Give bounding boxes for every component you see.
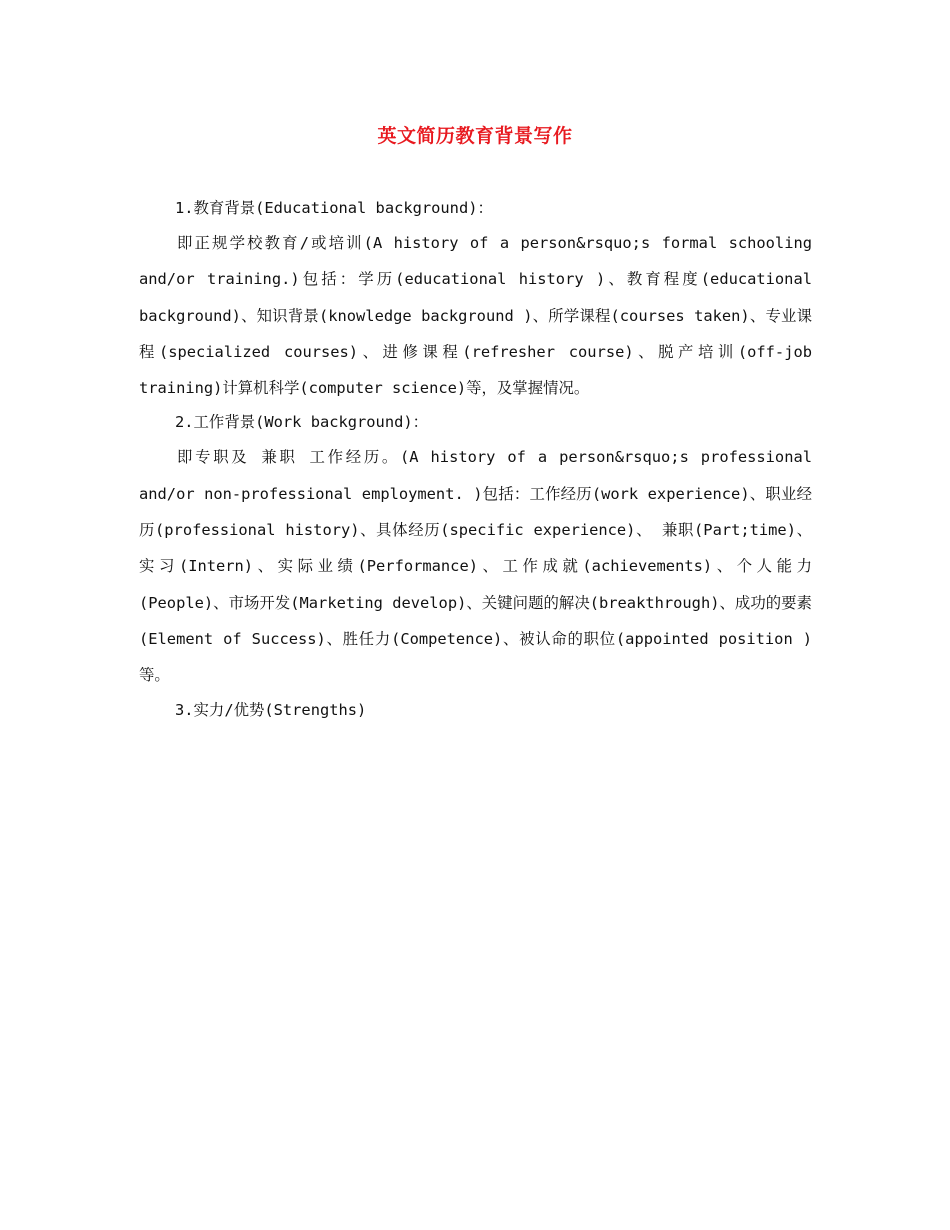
document-title: 英文简历教育背景写作: [377, 125, 573, 147]
section-heading-education: 1.教育背景(Educational background)：: [175, 199, 493, 217]
section-heading-strengths: 3.实力/优势(Strengths): [175, 700, 367, 719]
section-paragraph-work: 即专职及 兼职 工作经历。(A history of a person&rsquo;s professional and/or non-professional employment. )包括：工作经历(work experience)、职业经历(professional history)、具体经历(specific experience)、 兼职(Part;time)、实习(Intern)、实际业绩(Performance)、工作成就(achievements)、个人能力(People)、市场开发(Marketing develop)、关键问题的解决(breakthrough)、成功的要素(Element of Success)、胜任力(Competence)、被认命的职位(appointed position )等。: [139, 448, 812, 685]
document-body: [139, 192, 812, 727]
section-heading-work: 2.工作背景(Work background)：: [175, 413, 429, 432]
section-paragraph-education: 即正规学校教育/或培训(A history of a person&rsquo;s formal schooling and/or training.)包括：学历(educational history )、教育程度(educational background)、知识背景(knowledge background )、所学课程(courses taken)、专业课程(specialized courses)、进修课程(refresher course)、脱产培训(off-job training)计算机科学(computer science)等，及掌握情况。: [139, 234, 812, 398]
